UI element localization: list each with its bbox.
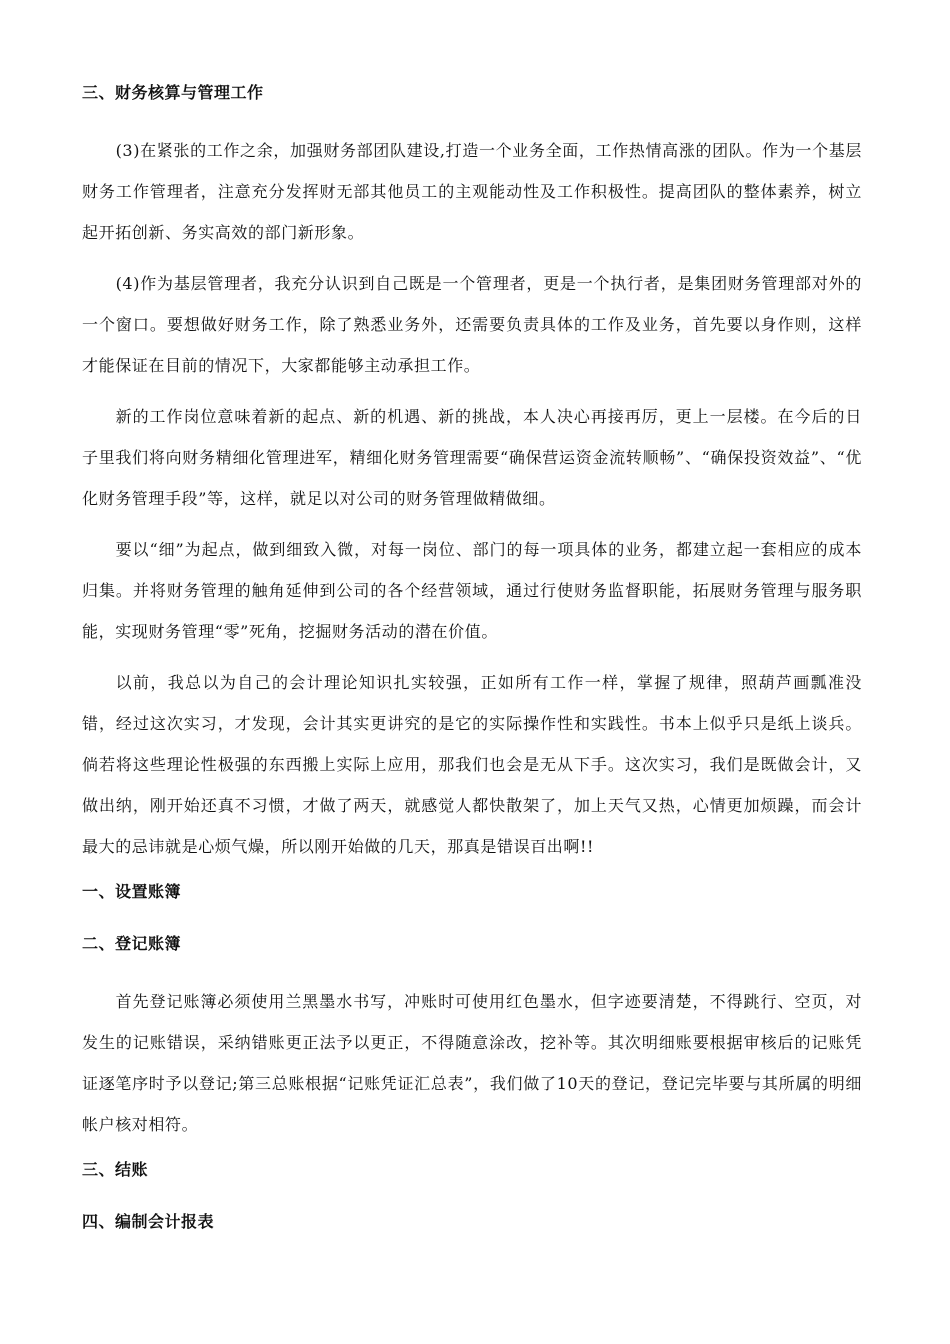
document-body — [82, 78, 862, 1259]
paragraph-internship-reflection: 以前，我总以为自己的会计理论知识扎实较强，正如所有工作一样，掌握了规律，照葫芦画瓢准没错，经过这次实习，才发现，会计其实更讲究的是它的实际操作性和实践性。书本上似乎只是纸上谈兵。倘若将这些理论性极强的东西搬上实际上应用，那我们也会是无从下手。这次实习，我们是既做会计，又做出纳，刚开始还真不习惯，才做了两天，就感觉人都快散架了，加上天气又热，心情更加烦躁，而会计最大的忌讳就是心烦气燥，所以刚开始做的几天，那真是错误百出啊!! — [82, 673, 862, 856]
section-heading-prepare-reports: 四、编制会计报表 — [82, 1212, 215, 1231]
paragraph-new-position: 新的工作岗位意味着新的起点、新的机遇、新的挑战，本人决心再接再厉，更上一层楼。在今后的日子里我们将向财务精细化管理进军，精细化财务管理需要“确保营运资金流转顺畅”、“确保投资效益”、“优化财务管理手段”等，这样，就足以对公司的财务管理做精做细。 — [82, 407, 862, 508]
section-heading-record-books: 二、登记账簿 — [82, 934, 182, 953]
paragraph-team-building: (3)在紧张的工作之余，加强财务部团队建设,打造一个业务全面，工作热情高涨的团队。作为一个基层财务工作管理者，注意充分发挥财无部其他员工的主观能动性及工作积极性。提高团队的整体素养，树立起开拓创新、务实高效的部门新形象。 — [82, 141, 862, 242]
paragraph-bookkeeping-rules: 首先登记账簿必须使用兰黑墨水书写，冲账时可使用红色墨水，但字迹要清楚，不得跳行、空页，对发生的记账错误，采纳错账更正法予以更正，不得随意涂改，挖补等。其次明细账要根据审核后的记账凭证逐笔序时予以登记;第三总账根据“记账凭证汇总表”，我们做了10天的登记，登记完毕要与其所属的明细帐户核对相符。 — [82, 992, 862, 1134]
section-heading-finance-accounting: 三、财务核算与管理工作 — [82, 83, 264, 102]
section-heading-set-up-books: 一、设置账簿 — [82, 882, 182, 901]
paragraph-detail-starting-point: 要以“细”为起点，做到细致入微，对每一岗位、部门的每一项具体的业务，都建立起一套相应的成本归集。并将财务管理的触角延伸到公司的各个经营领域，通过行使财务监督职能，拓展财务管理与服务职能，实现财务管理“零”死角，挖掘财务活动的潜在价值。 — [82, 540, 862, 641]
section-heading-closing-accounts: 三、结账 — [82, 1160, 149, 1179]
paragraph-manager-role: (4)作为基层管理者，我充分认识到自己既是一个管理者，更是一个执行者，是集团财务管理部对外的一个窗口。要想做好财务工作，除了熟悉业务外，还需要负责具体的工作及业务，首先要以身作则，这样才能保证在目前的情况下，大家都能够主动承担工作。 — [82, 274, 862, 375]
